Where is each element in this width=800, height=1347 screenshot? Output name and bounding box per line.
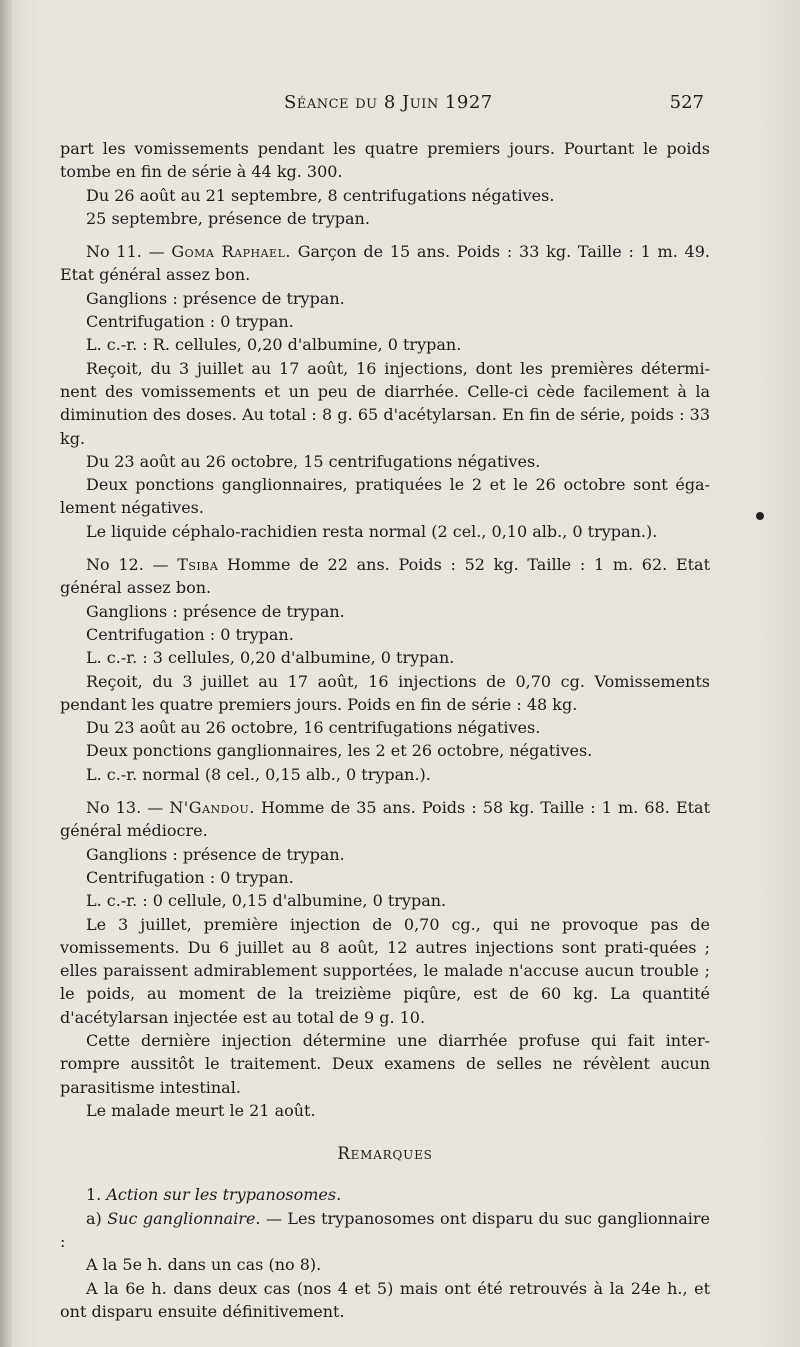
patient-name: N'Gandou. (169, 798, 255, 818)
case-line: Centrifugation : 0 trypan. (86, 624, 294, 644)
running-head: Séance du 8 Juin 1927 (284, 92, 493, 113)
case-line: Reçoit, du 3 juillet au 17 août, 16 injections de 0,70 cg. Vomissements pendant les quatre premiers jours. Poids en fin de série : 48 kg. (60, 671, 710, 714)
case-line: Le liquide céphalo-rachidien resta normal (2 cel., 0,10 alb., 0 trypan.). (86, 521, 658, 541)
remark-line: A la 5e h. dans un cas (no 8). (86, 1255, 322, 1275)
case-line: Ganglions : présence de trypan. (86, 288, 345, 308)
case-line: Ganglions : présence de trypan. (86, 844, 345, 864)
case-intro (60, 553, 710, 600)
remarks (60, 1183, 710, 1323)
case-13 (60, 796, 710, 1122)
case-line: Deux ponctions ganglionnaires, les 2 et 26 octobre, négatives. (86, 741, 593, 761)
case-line: L. c.-r. normal (8 cel., 0,15 alb., 0 trypan.). (86, 764, 431, 784)
case-line: L. c.-r. : R. cellules, 0,20 d'albumine, 0 trypan. (86, 335, 462, 355)
case-number: No 13. — (86, 798, 164, 818)
case-line: Centrifugation : 0 trypan. (86, 312, 294, 332)
paragraph-continued: part les vomissements pendant les quatre premiers jours. Pourtant le poids tombe en fin de série à 44 kg. 300. (60, 139, 710, 182)
case-number: No 12. — (86, 555, 169, 575)
case-intro-text: Garçon de 15 ans. Poids : 33 kg. Taille : 1 m. 49. Etat général assez bon. (60, 242, 711, 285)
patient-name: Goma Raphael. (171, 242, 291, 262)
case-line: L. c.-r. : 0 cellule, 0,15 d'albumine, 0 trypan. (86, 891, 447, 911)
remark-number: 1. (86, 1185, 102, 1205)
case-11 (60, 240, 710, 543)
case-line: Du 23 août au 26 octobre, 16 centrifugations négatives. (86, 718, 541, 738)
case-line: Reçoit, du 3 juillet au 17 août, 16 injections, dont les premières détermi-nent des vomissements et un peu de diarrhée. Celle-ci cède facilement à la diminution des doses. Au total : 8 g. 65 d'acétylarsan. En fin de série, poids : 33 kg. (60, 358, 710, 448)
case-line: L. c.-r. : 3 cellules, 0,20 d'albumine, 0 trypan. (86, 648, 455, 668)
binding-edge (0, 0, 12, 1347)
case-line: Centrifugation : 0 trypan. (86, 867, 294, 887)
paragraph: Du 26 août au 21 septembre, 8 centrifugations négatives. (86, 185, 555, 205)
remark-title: Action sur les trypanosomes. (106, 1185, 342, 1205)
patient-name: Tsiba (177, 555, 219, 575)
margin-dot-mark (756, 512, 764, 520)
case-line: Le malade meurt le 21 août. (86, 1100, 316, 1120)
paragraph: 25 septembre, présence de trypan. (86, 208, 370, 228)
case-line: Deux ponctions ganglionnaires, pratiquées le 2 et le 26 octobre sont éga-lement négatives. (60, 475, 710, 518)
subitem-text: — Les trypanosomes ont disparu du suc ganglionnaire : (60, 1208, 710, 1252)
remark-line: A la 6e h. dans deux cas (nos 4 et 5) mais ont été retrouvés à la 24e h., et ont disparu ensuite définitivement. (60, 1278, 710, 1321)
case-intro-text: Homme de 22 ans. Poids : 52 kg. Taille : 1 m. 62. Etat général assez bon. (60, 555, 711, 598)
case-line: Du 23 août au 26 octobre, 15 centrifugations négatives. (86, 451, 541, 471)
subitem-label: a) (86, 1208, 102, 1228)
case-intro (60, 796, 710, 843)
case-line: Le 3 juillet, première injection de 0,70 cg., qui ne provoque pas de vomissements. Du 6 juillet au 8 août, 12 autres injections sont prati-quées ; elles paraissent admirablement supportées, le malade n'accuse aucun trouble ; le poids, au moment de la treizième piqûre, est de 60 kg. La quantité d'acétylarsan injectée est au total de 9 g. 10. (60, 914, 710, 1027)
case-line: Cette dernière injection détermine une diarrhée profuse qui fait inter-rompre aussitôt le traitement. Deux examens de selles ne révèlent aucun parasitisme intestinal. (60, 1030, 710, 1097)
page-header (0, 92, 800, 116)
page-body (60, 137, 710, 1323)
remark-subitem-a (60, 1207, 710, 1254)
case-line: Ganglions : présence de trypan. (86, 601, 345, 621)
case-intro (60, 240, 710, 287)
case-12 (60, 553, 710, 786)
page-number: 527 (669, 92, 704, 113)
subitem-title: Suc ganglionnaire. (107, 1208, 261, 1228)
case-intro-text: Homme de 35 ans. Poids : 58 kg. Taille : 1 m. 68. Etat général médiocre. (60, 798, 711, 841)
remark-item-1 (60, 1183, 710, 1206)
case-number: No 11. — (86, 242, 165, 262)
section-heading: Remarques (337, 1144, 433, 1164)
